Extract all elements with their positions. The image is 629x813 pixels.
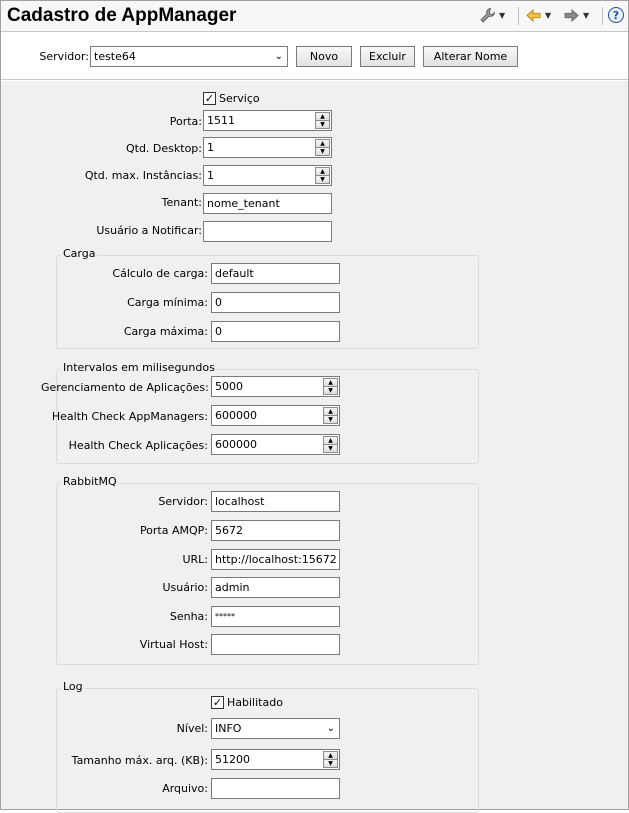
decrement-icon[interactable]: ▼ bbox=[315, 121, 330, 129]
port-label: Porta: bbox=[169, 115, 202, 128]
increment-icon[interactable]: ▲ bbox=[315, 167, 330, 176]
password-label: Senha: bbox=[169, 610, 208, 623]
max-instances-label: Qtd. max. Instâncias: bbox=[84, 169, 202, 182]
server-select[interactable] bbox=[90, 46, 288, 67]
max-instances-spinner[interactable] bbox=[203, 165, 332, 186]
decrement-icon[interactable]: ▼ bbox=[315, 148, 330, 156]
amqp-port-label: Porta AMQP: bbox=[139, 524, 208, 537]
check-icon: ✓ bbox=[212, 696, 223, 709]
virtual-host-label: Virtual Host: bbox=[139, 638, 208, 651]
increment-icon[interactable]: ▲ bbox=[323, 407, 338, 416]
port-spinner[interactable] bbox=[203, 110, 332, 131]
forward-button[interactable] bbox=[563, 6, 589, 24]
chevron-down-icon: ▼ bbox=[545, 10, 552, 20]
app-management-spinner[interactable] bbox=[211, 376, 340, 397]
decrement-icon[interactable]: ▼ bbox=[323, 445, 338, 453]
new-button[interactable]: Novo bbox=[296, 46, 352, 67]
health-check-apps-label: Health Check Aplicações: bbox=[68, 439, 208, 452]
url-input[interactable]: http://localhost:15672 bbox=[211, 549, 340, 570]
log-file-label: Arquivo: bbox=[162, 782, 208, 795]
increment-icon[interactable]: ▲ bbox=[323, 751, 338, 760]
toolbar-separator bbox=[602, 7, 603, 25]
tenant-label: Tenant: bbox=[161, 196, 202, 209]
server-label: Servidor: bbox=[39, 50, 89, 63]
load-min-input[interactable]: 0 bbox=[211, 292, 340, 313]
decrement-icon[interactable]: ▼ bbox=[323, 760, 338, 768]
check-icon: ✓ bbox=[204, 92, 215, 105]
chevron-down-icon: ⌄ bbox=[274, 51, 283, 62]
toolbar-separator bbox=[518, 7, 519, 25]
url-label: URL: bbox=[182, 553, 208, 566]
health-check-appmanagers-spinner[interactable] bbox=[211, 405, 340, 426]
rabbit-server-label: Servidor: bbox=[158, 495, 208, 508]
port-value: 1511 bbox=[207, 114, 235, 127]
wrench-icon bbox=[479, 7, 496, 24]
server-selector-band bbox=[1, 33, 628, 80]
carga-group-title: Carga bbox=[63, 247, 96, 260]
health-check-appmanagers-value: 600000 bbox=[215, 409, 257, 422]
max-file-size-label: Tamanho máx. arq. (KB): bbox=[71, 754, 208, 767]
log-level-value: INFO bbox=[215, 722, 242, 735]
rabbit-server-input[interactable]: localhost bbox=[211, 491, 340, 512]
max-file-size-value: 51200 bbox=[215, 753, 250, 766]
notify-user-label: Usuário a Notificar: bbox=[96, 224, 202, 237]
decrement-icon[interactable]: ▼ bbox=[323, 387, 338, 395]
desktop-value: 1 bbox=[207, 141, 214, 154]
increment-icon[interactable]: ▲ bbox=[315, 139, 330, 148]
load-calc-label: Cálculo de carga: bbox=[112, 267, 208, 280]
server-select-value: teste64 bbox=[94, 50, 136, 63]
log-enabled-label: Habilitado bbox=[227, 696, 283, 709]
help-button[interactable] bbox=[608, 6, 624, 24]
log-level-label: Nível: bbox=[176, 722, 208, 735]
health-check-appmanagers-label: Health Check AppManagers: bbox=[51, 410, 208, 423]
max-instances-value: 1 bbox=[207, 169, 214, 182]
page-title: Cadastro de AppManager bbox=[7, 5, 237, 26]
log-level-select[interactable] bbox=[211, 718, 340, 739]
app-management-label: Gerenciamento de Aplicações: bbox=[41, 381, 209, 394]
increment-icon[interactable]: ▲ bbox=[315, 112, 330, 121]
max-file-size-spinner[interactable] bbox=[211, 749, 340, 770]
virtual-host-input[interactable] bbox=[211, 634, 340, 655]
chevron-down-icon: ⌄ bbox=[326, 723, 335, 734]
rabbitmq-group-title: RabbitMQ bbox=[63, 475, 117, 488]
decrement-icon[interactable]: ▼ bbox=[323, 416, 338, 424]
app-management-value: 5000 bbox=[215, 380, 243, 393]
load-calc-input[interactable]: default bbox=[211, 263, 340, 284]
load-min-label: Carga mínima: bbox=[127, 296, 208, 309]
chevron-down-icon: ▼ bbox=[583, 10, 590, 20]
amqp-port-input[interactable]: 5672 bbox=[211, 520, 340, 541]
user-input[interactable]: admin bbox=[211, 577, 340, 598]
desktop-spinner[interactable] bbox=[203, 137, 332, 158]
rename-button[interactable]: Alterar Nome bbox=[423, 46, 518, 67]
arrow-right-icon bbox=[563, 7, 580, 24]
load-max-input[interactable]: 0 bbox=[211, 321, 340, 342]
log-group-title: Log bbox=[63, 680, 83, 693]
decrement-icon[interactable]: ▼ bbox=[315, 176, 330, 184]
increment-icon[interactable]: ▲ bbox=[323, 378, 338, 387]
back-button[interactable] bbox=[525, 6, 551, 24]
help-icon: ? bbox=[608, 7, 624, 23]
health-check-apps-spinner[interactable] bbox=[211, 434, 340, 455]
notify-user-input[interactable] bbox=[203, 221, 332, 242]
form-content bbox=[1, 81, 628, 809]
tools-menu-button[interactable] bbox=[479, 6, 505, 24]
tenant-input[interactable]: nome_tenant bbox=[203, 193, 332, 214]
increment-icon[interactable]: ▲ bbox=[323, 436, 338, 445]
service-checkbox[interactable] bbox=[203, 92, 260, 105]
intervals-group-title: Intervalos em milisegundos bbox=[63, 361, 215, 374]
log-file-input[interactable] bbox=[211, 778, 340, 799]
health-check-apps-value: 600000 bbox=[215, 438, 257, 451]
password-input[interactable]: ***** bbox=[211, 606, 340, 627]
arrow-left-icon bbox=[525, 7, 542, 24]
desktop-label: Qtd. Desktop: bbox=[125, 142, 202, 155]
user-label: Usuário: bbox=[162, 581, 208, 594]
load-max-label: Carga máxima: bbox=[123, 325, 208, 338]
log-enabled-checkbox[interactable] bbox=[211, 696, 283, 709]
service-checkbox-label: Serviço bbox=[219, 92, 260, 105]
chevron-down-icon: ▼ bbox=[499, 10, 506, 20]
delete-button[interactable]: Excluir bbox=[360, 46, 415, 67]
title-bar bbox=[1, 1, 628, 32]
